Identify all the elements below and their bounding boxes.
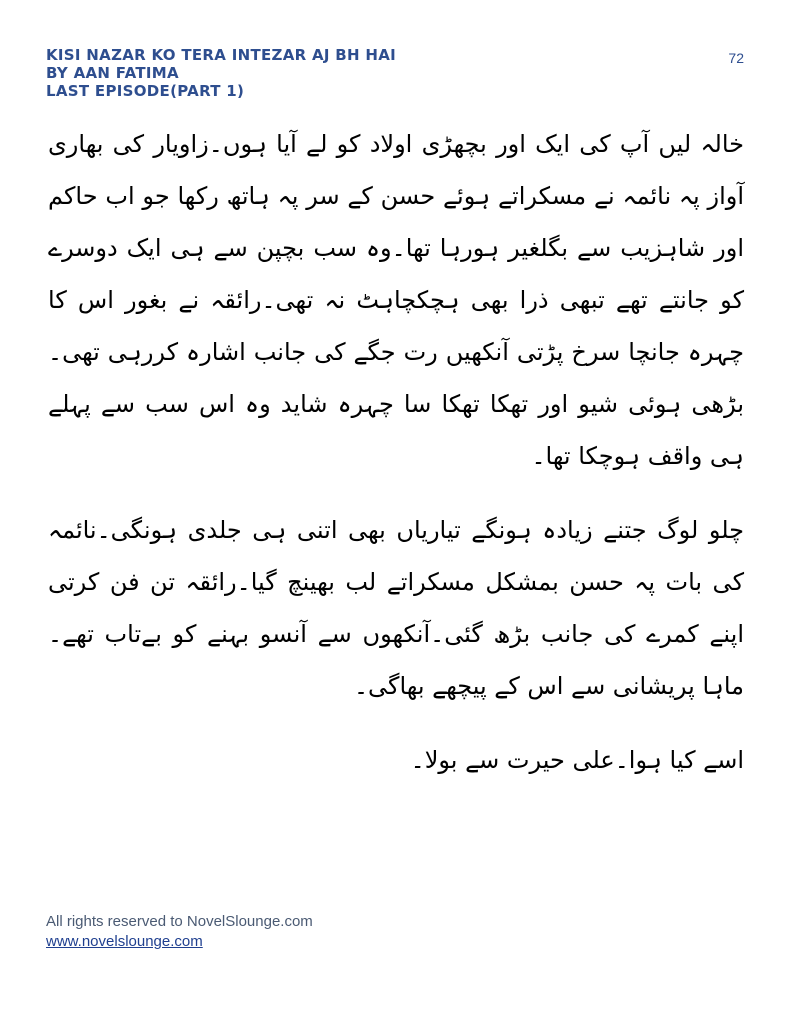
document-footer [46, 912, 313, 952]
novel-title: KISI NAZAR KO TERA INTEZAR AJ BH HAI [46, 46, 397, 64]
copyright-notice: All rights reserved to NovelSlounge.com [46, 913, 313, 930]
author-line: BY AAN FATIMA [46, 64, 179, 82]
paragraph-1: خالہ لیں آپ کی ایک اور بچھڑی اولاد کو لے آیا ہوں۔زاویار کی بھاری آواز پہ نائمہ نے مسکراتے ہوئے حسن کے سر پہ ہاتھ رکھا جو اب حاکم اور شاہزیب سے بگلغیر ہورہا تھا۔وہ سب بچپن سے ہی ایک دوسرے کو جانتے تھے تبھی ذرا بھی ہچکچاہٹ نہ تھی۔رائقہ نے بغور اس کا چہرہ جانچا سرخ پڑتی آنکھیں رت جگے کی جانب اشارہ کررہی تھی۔بڑھی ہوئی شیو اور تھکا تھکا سا چہرہ شاید وہ اس سب سے پہلے ہی واقف ہوچکا تھا۔ [48, 130, 744, 470]
paragraph-2: چلو لوگ جتنے زیادہ ہونگے تیاریاں بھی اتنی ہی جلدی ہونگی۔نائمہ کی بات پہ حسن بمشکل مسکراتے لب بھینچ گیا۔رائقہ تن فن کرتی اپنے کمرے کی جانب بڑھ گئی۔آنکھوں سے آنسو بہنے کو بےتاب تھے۔ماہا پریشانی سے اس کے پیچھے بھاگی۔ [48, 516, 744, 700]
story-body [48, 118, 744, 806]
website-link[interactable]: www.novelslounge.com [46, 933, 203, 950]
paragraph-3: اسے کیا ہوا۔علی حیرت سے بولا۔ [410, 746, 744, 774]
page-number: 72 [728, 50, 744, 66]
document-header [46, 46, 466, 100]
episode-line: LAST EPISODE(PART 1) [46, 82, 245, 100]
